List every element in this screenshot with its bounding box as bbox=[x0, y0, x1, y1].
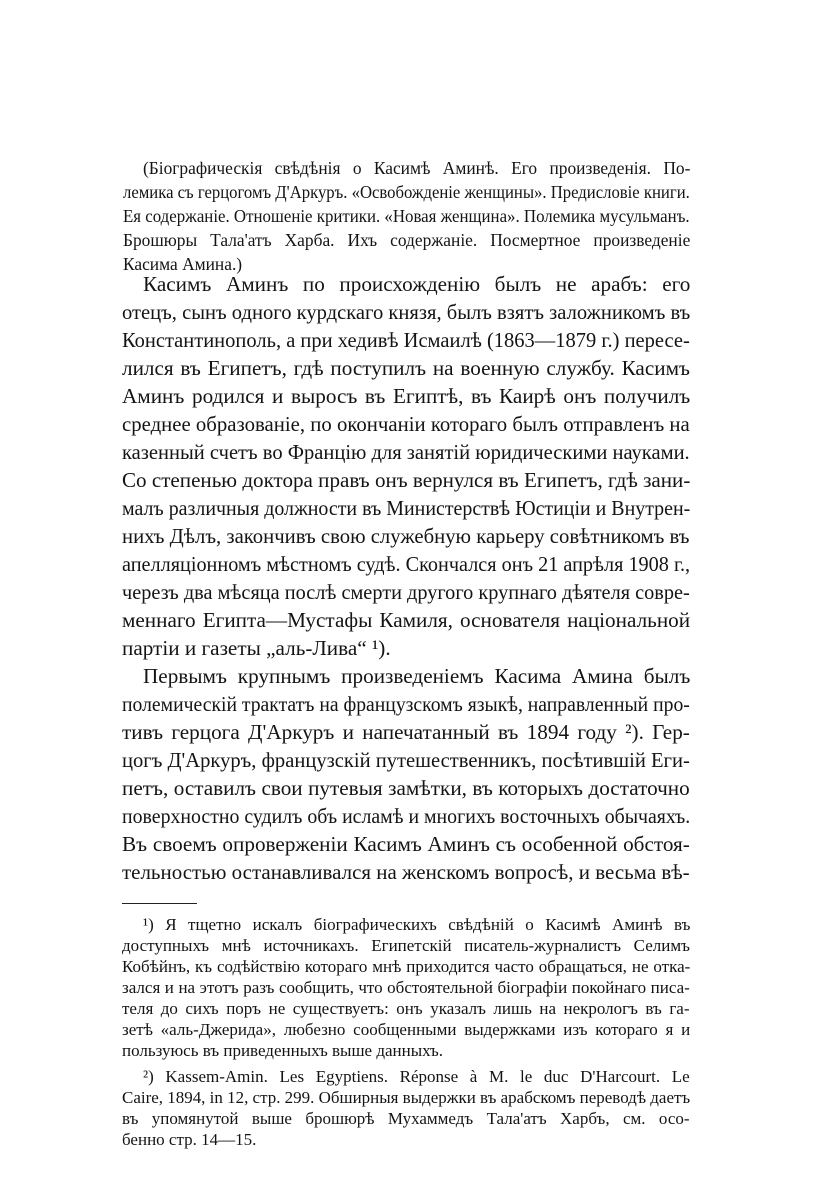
body-line: среднее образованіе, по окончаніи котораго былъ отправленъ на bbox=[122, 412, 690, 436]
footnote-line: теля до сихъ поръ не существуетъ: онъ указалъ лишь на некрологъ въ га- bbox=[122, 999, 690, 1018]
footnote-line: въ упомянутой выше брошюрѣ Мухаммедъ Тала'атъ Харбъ, см. осо- bbox=[122, 1109, 690, 1128]
body-line: цогъ Д'Аркуръ, французскій путешественникъ, посѣтившій Еги- bbox=[122, 748, 690, 772]
footnote-line: Caire, 1894, in 12, стр. 299. Обширныя выдержки въ арабскомъ переводѣ даетъ bbox=[122, 1088, 691, 1107]
body-line: малъ различныя должности въ Министерствѣ Юстиціи и Внутрен- bbox=[122, 496, 691, 520]
body-line: нихъ Дѣлъ, закончивъ свою служебную карьеру совѣтникомъ въ bbox=[122, 524, 690, 548]
footnote-line: бенно стр. 14—15. bbox=[122, 1130, 257, 1149]
body-line: казенный счетъ во Францію для занятій юридическими науками. bbox=[122, 440, 690, 464]
body-line: петъ, оставилъ свои путевыя замѣтки, въ которыхъ достаточно bbox=[122, 776, 690, 800]
footnote-line: ²) Kassem-Amin. Les Egyptiens. Réponse à M. le duc D'Harcourt. Le bbox=[143, 1067, 690, 1086]
footnote-line: зался и на этотъ разъ сообщить, что обстоятельной біографіи покойнаго писа- bbox=[122, 978, 690, 997]
body-line: тивъ герцога Д'Аркуръ и напечатанный въ 1894 году ²). Гер- bbox=[122, 720, 690, 744]
abstract-line: (Біографическія свѣдѣнія о Касимѣ Аминѣ. Его произведенія. По- bbox=[143, 158, 691, 178]
body-line: лился въ Египетъ, гдѣ поступилъ на военную службу. Касимъ bbox=[122, 356, 690, 380]
body-line: партіи и газеты „аль-Лива“ ¹). bbox=[122, 636, 391, 660]
body-line: Со степенью доктора правъ онъ вернулся въ Египетъ, гдѣ зани- bbox=[122, 468, 691, 492]
body-line: полемическій трактатъ на французскомъ языкѣ, направленный про- bbox=[122, 692, 690, 716]
body-line: Первымъ крупнымъ произведеніемъ Касима Амина былъ bbox=[143, 664, 691, 688]
body-line: апелляціонномъ мѣстномъ судѣ. Скончался онъ 21 апрѣля 1908 г., bbox=[122, 552, 691, 576]
abstract-line: Касима Амина.) bbox=[123, 254, 243, 274]
footnote-line: пользуюсь въ приведенныхъ выше данныхъ. bbox=[122, 1041, 444, 1060]
footnote-line: доступныхъ мнѣ источникахъ. Египетскій писатель-журналистъ Селимъ bbox=[122, 936, 690, 955]
body-line: поверхностно судилъ объ исламѣ и многихъ восточныхъ обычаяхъ. bbox=[122, 804, 691, 828]
abstract-line: лемика съ герцогомъ Д'Аркуръ. «Освобожденіе женщины». Предисловіе книги. bbox=[123, 182, 690, 202]
footnote-line: Кобѣйнъ, къ содѣйствію котораго мнѣ приходится часто обращаться, не отка- bbox=[122, 957, 691, 976]
footnote-separator bbox=[122, 903, 197, 904]
body-line: Въ своемъ опроверженіи Касимъ Аминъ съ особенной обстоя- bbox=[122, 832, 690, 856]
body-line: Константинополь, а при хедивѣ Исмаилѣ (1863—1879 г.) пересе- bbox=[122, 328, 690, 352]
body-line: отецъ, сынъ одного курдскаго князя, былъ взятъ заложникомъ въ bbox=[122, 300, 691, 324]
body-line: Аминъ родился и выросъ въ Египтѣ, въ Каирѣ онъ получилъ bbox=[122, 384, 691, 408]
footnote-line: ¹) Я тщетно искалъ біографическихъ свѣдѣній о Касимѣ Аминѣ въ bbox=[143, 915, 691, 934]
body-line: меннаго Египта—Мустафы Камиля, основателя національной bbox=[122, 608, 691, 632]
abstract-line: Ея содержаніе. Отношеніе критики. «Новая женщина». Полемика мусульманъ. bbox=[123, 206, 690, 226]
body-line: черезъ два мѣсяца послѣ смерти другого крупнаго дѣятеля совре- bbox=[122, 580, 690, 604]
body-line: Касимъ Аминъ по происхожденію былъ не арабъ: его bbox=[143, 272, 691, 296]
body-line: тельностью останавливался на женскомъ вопросѣ, и весьма вѣ- bbox=[122, 860, 690, 884]
footnote-line: зетѣ «аль-Джерида», любезно сообщенными выдержками изъ котораго я и bbox=[122, 1020, 691, 1039]
abstract-line: Брошюры Тала'атъ Харба. Ихъ содержаніе. Посмертное произведеніе bbox=[123, 230, 691, 250]
